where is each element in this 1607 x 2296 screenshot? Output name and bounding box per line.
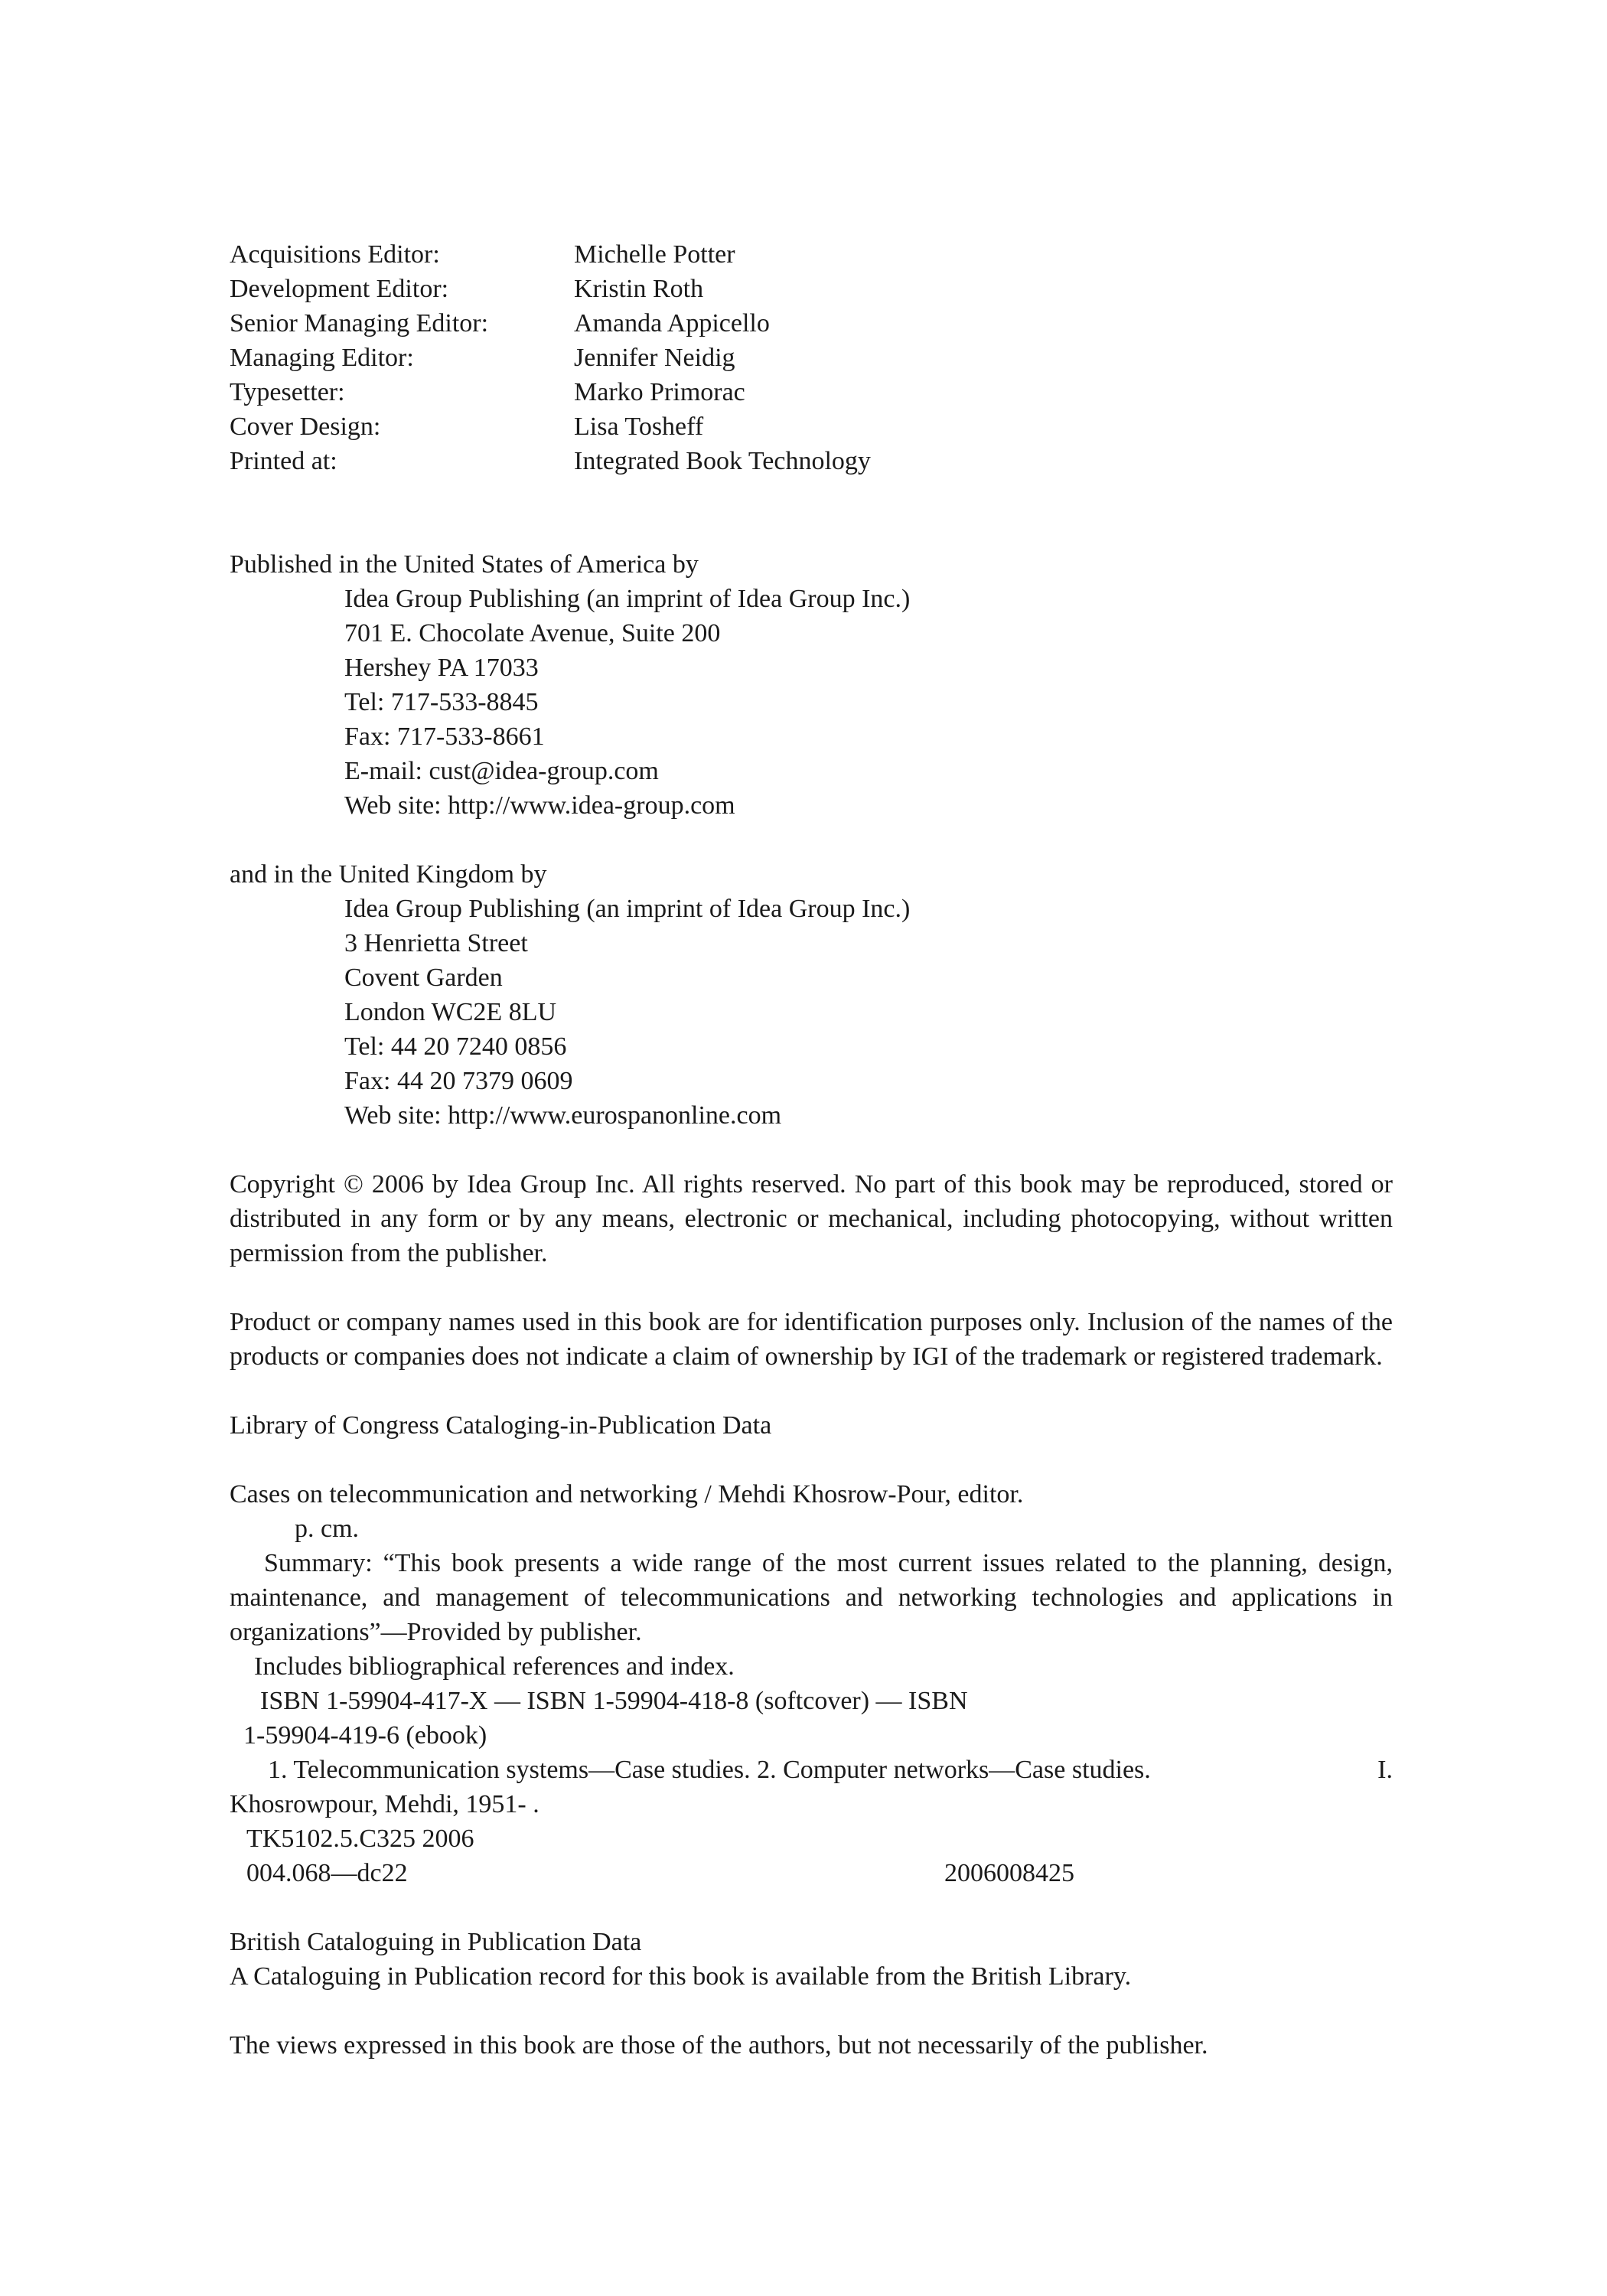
credit-name: Integrated Book Technology bbox=[574, 447, 871, 475]
address-line: Idea Group Publishing (an imprint of Idea Group Inc.) bbox=[344, 895, 911, 923]
cip-title-line: Cases on telecommunication and networking / Mehdi Khosrow-Pour, editor. bbox=[230, 1480, 1024, 1508]
credit-name: Jennifer Neidig bbox=[574, 344, 735, 372]
cip-record bbox=[230, 1477, 1393, 1890]
credit-name: Kristin Roth bbox=[574, 275, 704, 303]
us-publisher-block bbox=[230, 547, 1393, 823]
trademark-notice: Product or company names used in this book are for identification purposes only. Inclusion of the names of the products or companies does not indicate a claim of ownership by IGI of the trademark or registered trademark. bbox=[230, 1308, 1393, 1371]
credit-role: Typesetter: bbox=[230, 378, 345, 406]
british-cip-text: A Cataloguing in Publication record for this book is available from the British Library. bbox=[230, 1962, 1132, 1991]
address-line: Covent Garden bbox=[344, 964, 503, 992]
cip-includes: Includes bibliographical references and index. bbox=[254, 1652, 735, 1681]
credit-row bbox=[230, 409, 1393, 444]
credit-row bbox=[230, 444, 1393, 478]
address-line: Idea Group Publishing (an imprint of Idea Group Inc.) bbox=[344, 585, 911, 613]
cip-isbn: 1-59904-419-6 (ebook) bbox=[243, 1721, 487, 1750]
cip-lc-class: TK5102.5.C325 2006 bbox=[246, 1825, 474, 1853]
uk-publisher-intro: and in the United Kingdom by bbox=[230, 860, 547, 889]
cip-isbn: ISBN 1-59904-417-X — ISBN 1-59904-418-8 (softcover) — ISBN bbox=[260, 1687, 968, 1715]
british-cip-block bbox=[230, 1925, 1393, 1994]
address-line: Hershey PA 17033 bbox=[344, 654, 539, 682]
cip-dewey: 004.068—dc22 bbox=[246, 1859, 408, 1887]
credit-row bbox=[230, 272, 1393, 306]
credit-row bbox=[230, 237, 1393, 272]
disclaimer: The views expressed in this book are those of the authors, but not necessarily of the publisher. bbox=[230, 2031, 1208, 2060]
cip-subjects-roman: I. bbox=[1377, 1756, 1393, 1784]
credit-row bbox=[230, 341, 1393, 375]
fax-line: Fax: 44 20 7379 0609 bbox=[344, 1067, 573, 1095]
credit-name: Marko Primorac bbox=[574, 378, 745, 406]
cip-lccn: 2006008425 bbox=[944, 1859, 1074, 1887]
loc-cip-heading: Library of Congress Cataloging-in-Publication Data bbox=[230, 1411, 772, 1440]
credit-row bbox=[230, 306, 1393, 341]
credit-role: Development Editor: bbox=[230, 275, 449, 303]
address-line: London WC2E 8LU bbox=[344, 998, 557, 1026]
credit-role: Cover Design: bbox=[230, 413, 381, 441]
credit-name: Amanda Appicello bbox=[574, 309, 770, 338]
credit-role: Managing Editor: bbox=[230, 344, 414, 372]
credit-name: Lisa Tosheff bbox=[574, 413, 704, 441]
credit-role: Senior Managing Editor: bbox=[230, 309, 489, 338]
website-line: Web site: http://www.idea-group.com bbox=[344, 791, 735, 820]
website-line: Web site: http://www.eurospanonline.com bbox=[344, 1101, 782, 1130]
credit-name: Michelle Potter bbox=[574, 240, 735, 269]
credit-row bbox=[230, 375, 1393, 409]
address-line: 701 E. Chocolate Avenue, Suite 200 bbox=[344, 619, 721, 647]
credit-role: Printed at: bbox=[230, 447, 337, 475]
us-publisher-intro: Published in the United States of America by bbox=[230, 550, 699, 579]
cip-classification-row bbox=[230, 1856, 1393, 1890]
fax-line: Fax: 717-533-8661 bbox=[344, 722, 545, 751]
credits-list bbox=[230, 237, 1393, 478]
credit-role: Acquisitions Editor: bbox=[230, 240, 440, 269]
cip-summary: Summary: “This book presents a wide range of the most current issues related to the planning, design, maintenance, and management of telecommunications and networking technologies and applications in organizations”—Provided by publisher. bbox=[230, 1549, 1393, 1646]
cip-pages: p. cm. bbox=[295, 1515, 360, 1543]
cip-subjects-text: 1. Telecommunication systems—Case studies. 2. Computer networks—Case studies. bbox=[268, 1756, 1151, 1784]
uk-publisher-block bbox=[230, 857, 1393, 1133]
copyright-page bbox=[230, 237, 1393, 2063]
address-line: 3 Henrietta Street bbox=[344, 929, 528, 957]
phone-line: Tel: 717-533-8845 bbox=[344, 688, 539, 716]
phone-line: Tel: 44 20 7240 0856 bbox=[344, 1032, 567, 1061]
copyright-notice: Copyright © 2006 by Idea Group Inc. All rights reserved. No part of this book may be reproduced, stored or distributed in any form or by any means, electronic or mechanical, including photocopying, without written permission from the publisher. bbox=[230, 1170, 1393, 1267]
cip-subjects bbox=[230, 1753, 1393, 1787]
cip-author: Khosrowpour, Mehdi, 1951- . bbox=[230, 1790, 539, 1818]
british-cip-heading: British Cataloguing in Publication Data bbox=[230, 1928, 642, 1956]
email-line: E-mail: cust@idea-group.com bbox=[344, 757, 659, 785]
